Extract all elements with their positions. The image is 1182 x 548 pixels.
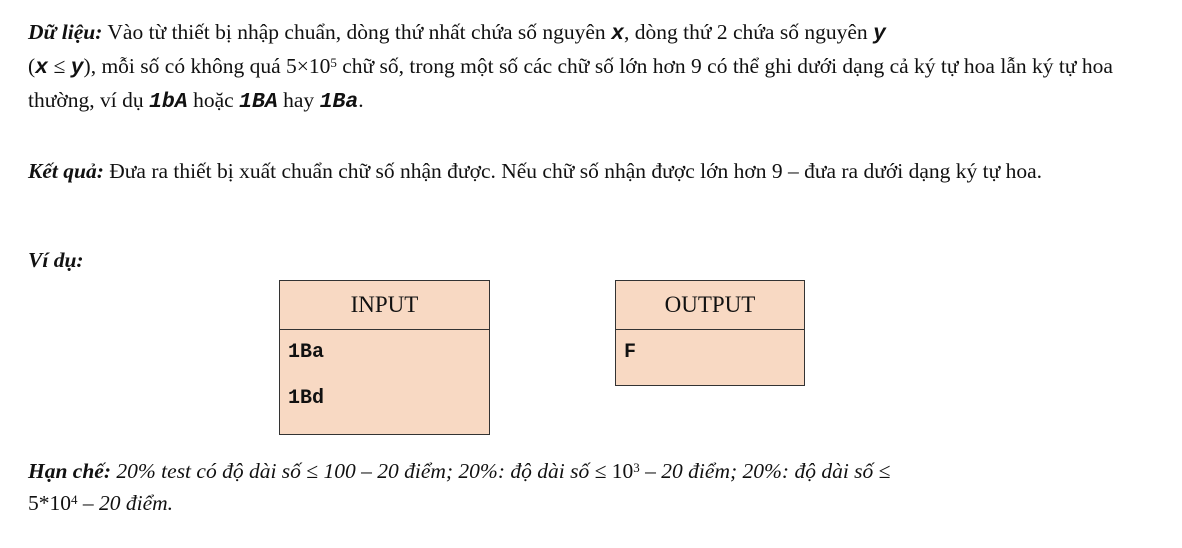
leq-1: ≤: [306, 459, 319, 483]
example-1Ba: 1Ba: [319, 90, 359, 114]
input-text-4: ), mỗi số có không quá 5×10: [83, 54, 331, 78]
input-text-1: Vào từ thiết bị nhập chuẩn, dòng thứ nhất chứa số nguyên: [102, 20, 612, 44]
constraints: [28, 455, 1163, 519]
example-1BA: 1BA: [239, 90, 278, 114]
output-label: Kết quả:: [28, 159, 104, 183]
output-table-header: OUTPUT: [616, 281, 805, 330]
output-table-body: [616, 330, 805, 386]
input-line-2: 1Bd: [288, 387, 325, 410]
input-table-header: INPUT: [280, 281, 490, 330]
exponent-4: 4: [71, 492, 78, 507]
exponent-5: 5: [330, 55, 337, 70]
input-text-7: hay: [277, 88, 320, 112]
example-1bA: 1bA: [148, 90, 188, 114]
constraints-text-4: – 20 điểm; 20%: độ dài số: [639, 459, 879, 483]
output-table: [615, 280, 805, 386]
var-y-2: y: [70, 56, 84, 80]
var-x-2: x: [35, 56, 49, 80]
leq-2: ≤: [594, 459, 607, 483]
output-text: Đưa ra thiết bị xuất chuẩn chữ số nhận được. Nếu chữ số nhận được lớn hơn 9 – đưa ra dưới dạng ký tự hoa.: [103, 159, 1043, 183]
var-y: y: [873, 22, 886, 46]
input-text-5: chữ số, trong một số các chữ số lớn hơn 9 có thể ghi dưới dạng cả ký tự hoa lẫn ký tự hoa thường, ví dụ: [28, 54, 1113, 112]
constraints-text-6: – 20 điểm.: [77, 491, 174, 515]
constraints-text-2: 100 – 20 điểm; 20%: độ dài số: [318, 459, 595, 483]
input-text-3: (: [28, 54, 36, 78]
leq-symbol: ≤: [48, 54, 71, 78]
input-label: Dữ liệu:: [28, 20, 103, 44]
leq-3: ≤: [878, 459, 891, 483]
input-text-6: hoặc: [187, 88, 240, 112]
constraints-text-1: 20% test có độ dài số: [111, 459, 307, 483]
input-table-body: [280, 330, 490, 435]
output-line-1: F: [624, 341, 637, 364]
input-line-1: 1Ba: [288, 341, 325, 364]
input-text-8: .: [358, 88, 364, 112]
var-x: x: [611, 22, 624, 46]
constraints-text-3: 10: [606, 459, 634, 483]
example-label: Ví dụ:: [28, 248, 84, 272]
exponent-3: 3: [633, 460, 640, 475]
input-description: [28, 16, 1163, 118]
constraints-text-5: 5*10: [28, 491, 71, 515]
constraints-label: Hạn chế:: [28, 459, 112, 483]
output-description: [28, 155, 1163, 187]
example-heading: [28, 244, 1163, 276]
input-table: [279, 280, 490, 435]
input-text-2: , dòng thứ 2 chứa số nguyên: [623, 20, 873, 44]
